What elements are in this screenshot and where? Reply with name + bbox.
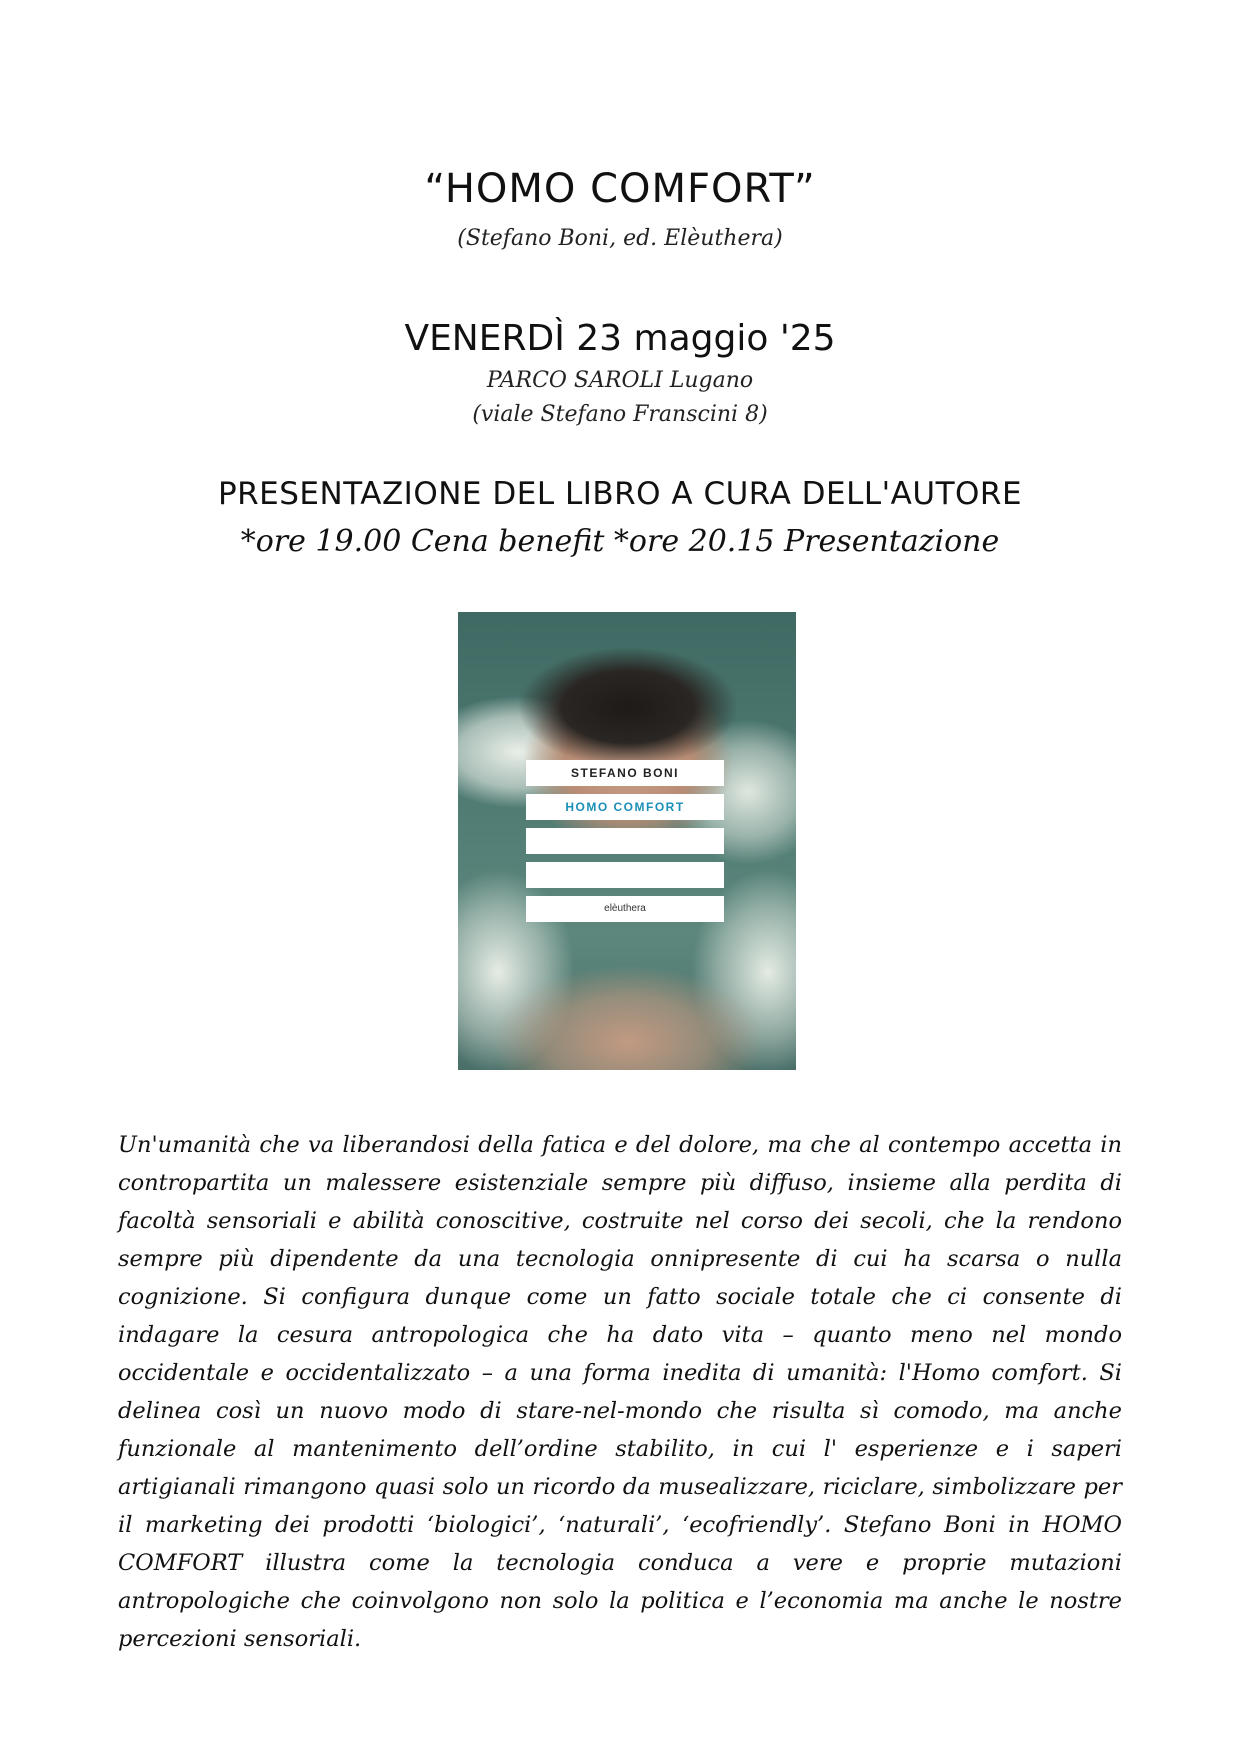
event-schedule: *ore 19.00 Cena benefit *ore 20.15 Presentazione bbox=[240, 524, 1000, 559]
presentation-heading: PRESENTAZIONE DEL LIBRO A CURA DELL'AUTORE bbox=[217, 476, 1023, 512]
cover-blank-band bbox=[526, 828, 724, 854]
book-description: Un'umanità che va liberandosi della fatica e del dolore, ma che al contempo accetta in contropartita un malessere esistenziale sempre più diffuso, insieme alla perdita di facoltà sensoriali e abilità conoscitive, costruite nel corso dei secoli, che la rendono sempre più dipendente da una tecnologia onnipresente di cui ha scarsa o nulla cognizione. Si configura dunque come un fatto sociale totale che ci consente di indagare la cesura antropologica che ha dato vita – quanto meno nel mondo occidentale e occidentalizzato – a una forma inedita di umanità: l'Homo comfort. Si delinea così un nuovo modo di stare-nel-mondo che risulta sì comodo, ma anche funzionale al mantenimento dell’ordine stabilito, in cui l' esperienze e i saperi artigianali rimangono quasi solo un ricordo da musealizzare, riciclare, simbolizzare per il marketing dei prodotti ‘biologici’, ‘naturali’, ‘ecofriendly’. Stefano Boni in HOMO COMFORT illustra come la tecnologia conduca a vere e proprie mutazioni antropologiche che coinvolgono non solo la politica e l’economia ma anche le nostre percezioni sensoriali. bbox=[118, 1132, 1122, 1652]
event-address: (viale Stefano Franscini 8) bbox=[472, 402, 768, 427]
page-title: “HOMO COMFORT” bbox=[424, 166, 816, 212]
book-cover-image bbox=[458, 612, 796, 1070]
event-place: PARCO SAROLI Lugano bbox=[486, 368, 754, 393]
book-subtitle: (Stefano Boni, ed. Elèuthera) bbox=[457, 226, 783, 251]
cover-publisher-label: elèuthera bbox=[526, 896, 724, 922]
cover-author-label: STEFANO BONI bbox=[526, 760, 724, 786]
cover-title-label: HOMO COMFORT bbox=[526, 794, 724, 820]
cover-blank-band bbox=[526, 862, 724, 888]
event-date: VENERDÌ 23 maggio '25 bbox=[404, 318, 836, 359]
